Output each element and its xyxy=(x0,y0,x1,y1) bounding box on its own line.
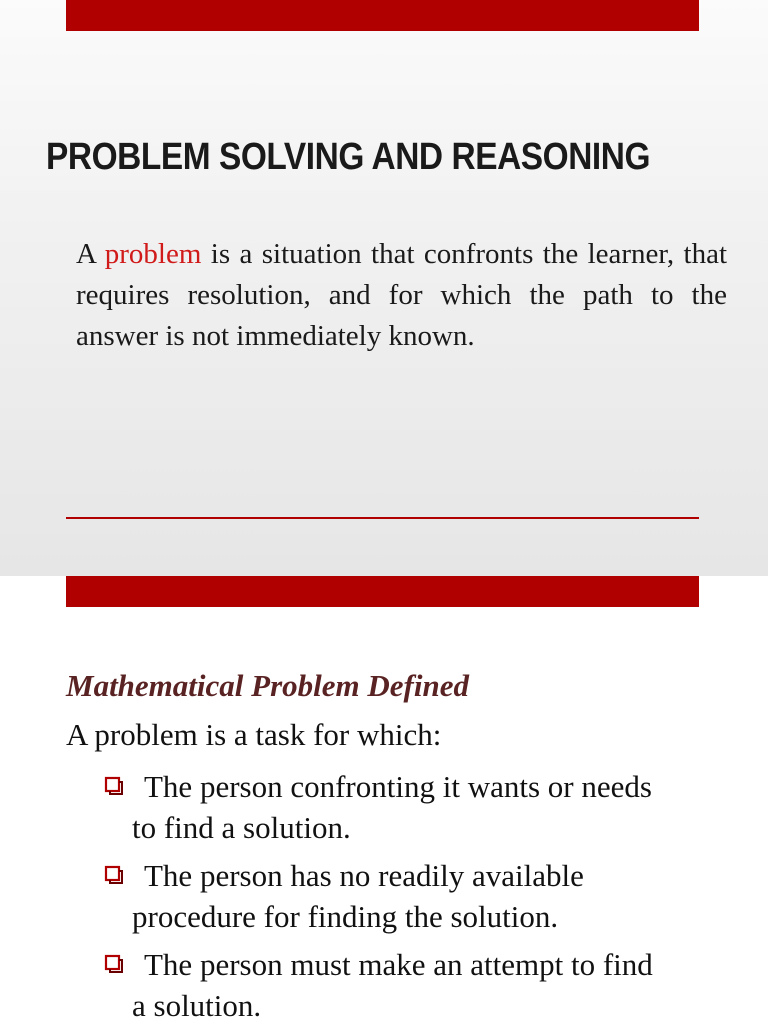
slide1-top-accent-bar xyxy=(66,0,699,31)
problem-definition-paragraph xyxy=(76,234,727,357)
slide2-intro: A problem is a task for which: xyxy=(66,717,442,752)
list-item-text: The person has no readily available procedure for finding the solution. xyxy=(132,858,584,934)
slide1-bottom-divider xyxy=(66,517,699,519)
list-item-text: The person must make an attempt to find a solution. xyxy=(132,947,653,1023)
checkbox-square-icon xyxy=(104,865,124,885)
list-item xyxy=(104,944,664,1024)
checkbox-square-icon xyxy=(104,954,124,974)
slide2-top-accent-bar xyxy=(66,576,699,607)
checkbox-square-icon xyxy=(104,776,124,796)
list-item-text: The person confronting it wants or needs to find a solution. xyxy=(132,769,652,845)
definition-prefix: A xyxy=(76,238,96,270)
slide-mathematical-problem xyxy=(0,576,768,1024)
slide1-title: PROBLEM SOLVING AND REASONING xyxy=(46,136,651,178)
definition-rest: is a situation that confronts the learner, that requires resolution, and for which the path to the answer is not immediately known. xyxy=(76,238,728,352)
definition-keyword: problem xyxy=(104,238,202,270)
list-item xyxy=(104,766,664,848)
slide2-subheading: Mathematical Problem Defined xyxy=(66,668,469,703)
list-item xyxy=(104,855,664,937)
criteria-list xyxy=(104,766,664,1024)
